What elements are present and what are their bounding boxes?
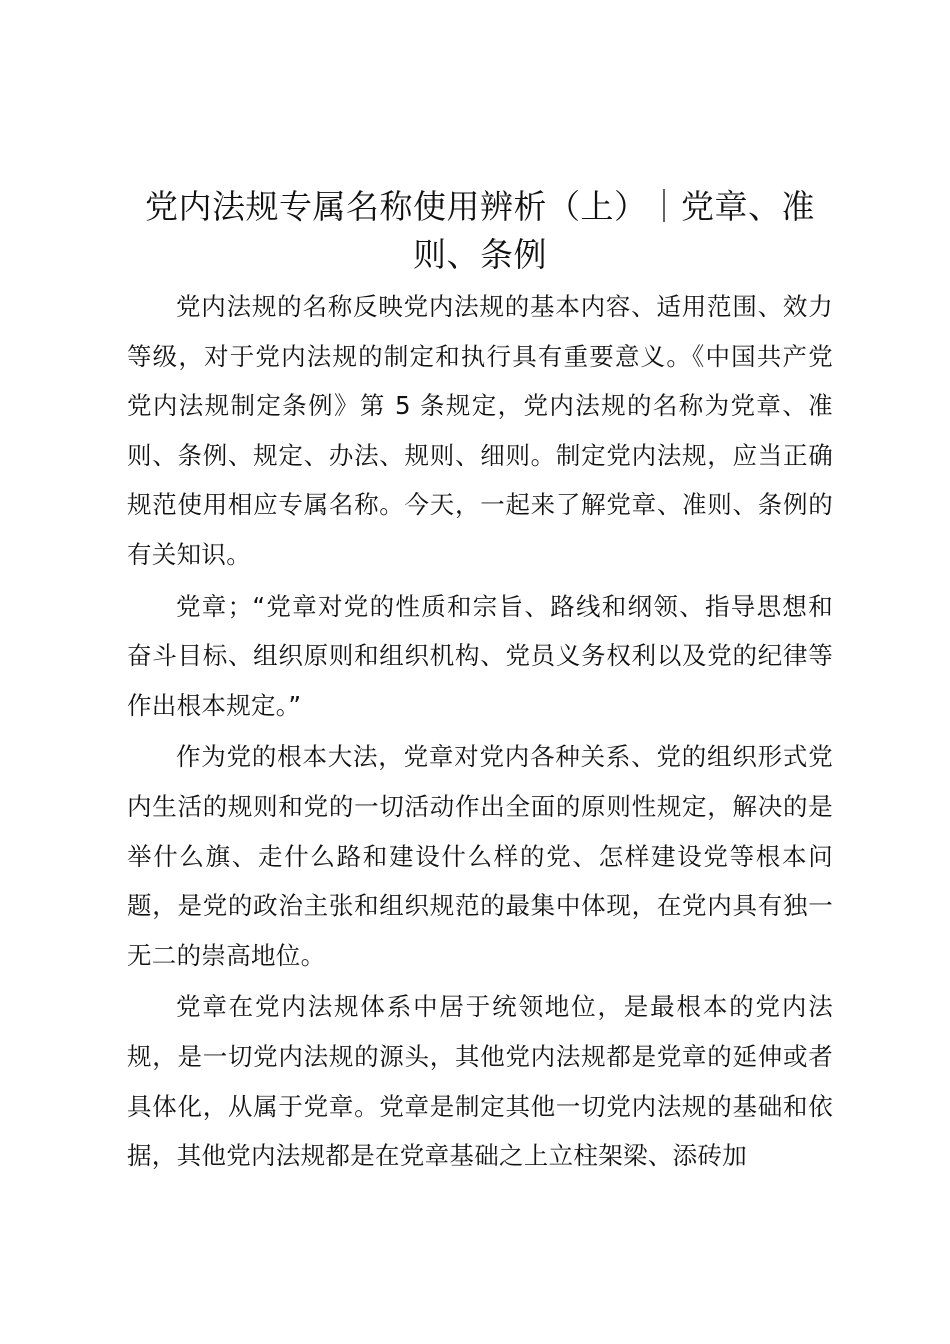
- paragraph-dangzhang-role: 党章在党内法规体系中居于统领地位，是最根本的党内法规，是一切党内法规的源头，其他党内法规都是党章的延伸或者具体化，从属于党章。党章是制定其他一切党内法规的基础和依据，其他党内法规都是在党章基础之上立柱架梁、添砖加: [127, 992, 833, 1171]
- document-body: [127, 282, 833, 1183]
- paragraph-dangzhang-definition: 党章；“党章对党的性质和宗旨、路线和纲领、指导思想和奋斗目标、组织原则和组织机构、党员义务权利以及党的纪律等作出根本规定。”: [127, 591, 833, 720]
- paragraph-intro: 党内法规的名称反映党内法规的基本内容、适用范围、效力等级，对于党内法规的制定和执行具有重要意义。《中国共产党党内法规制定条例》第 5 条规定，党内法规的名称为党章、准则、条例、规定、办法、规则、细则。制定党内法规，应当正确规范使用相应专属名称。今天，一起来了解党章、准则、条例的有关知识。: [127, 292, 833, 569]
- paragraph-dangzhang-status: 作为党的根本大法，党章对党内各种关系、党的组织形式党内生活的规则和党的一切活动作出全面的原则性规定，解决的是举什么旗、走什么路和建设什么样的党、怎样建设党等根本问题，是党的政治主张和组织规范的最集中体现，在党内具有独一无二的崇高地位。: [127, 742, 833, 970]
- document-title: 党内法规专属名称使用辨析（上）｜党章、准则、条例: [145, 187, 815, 274]
